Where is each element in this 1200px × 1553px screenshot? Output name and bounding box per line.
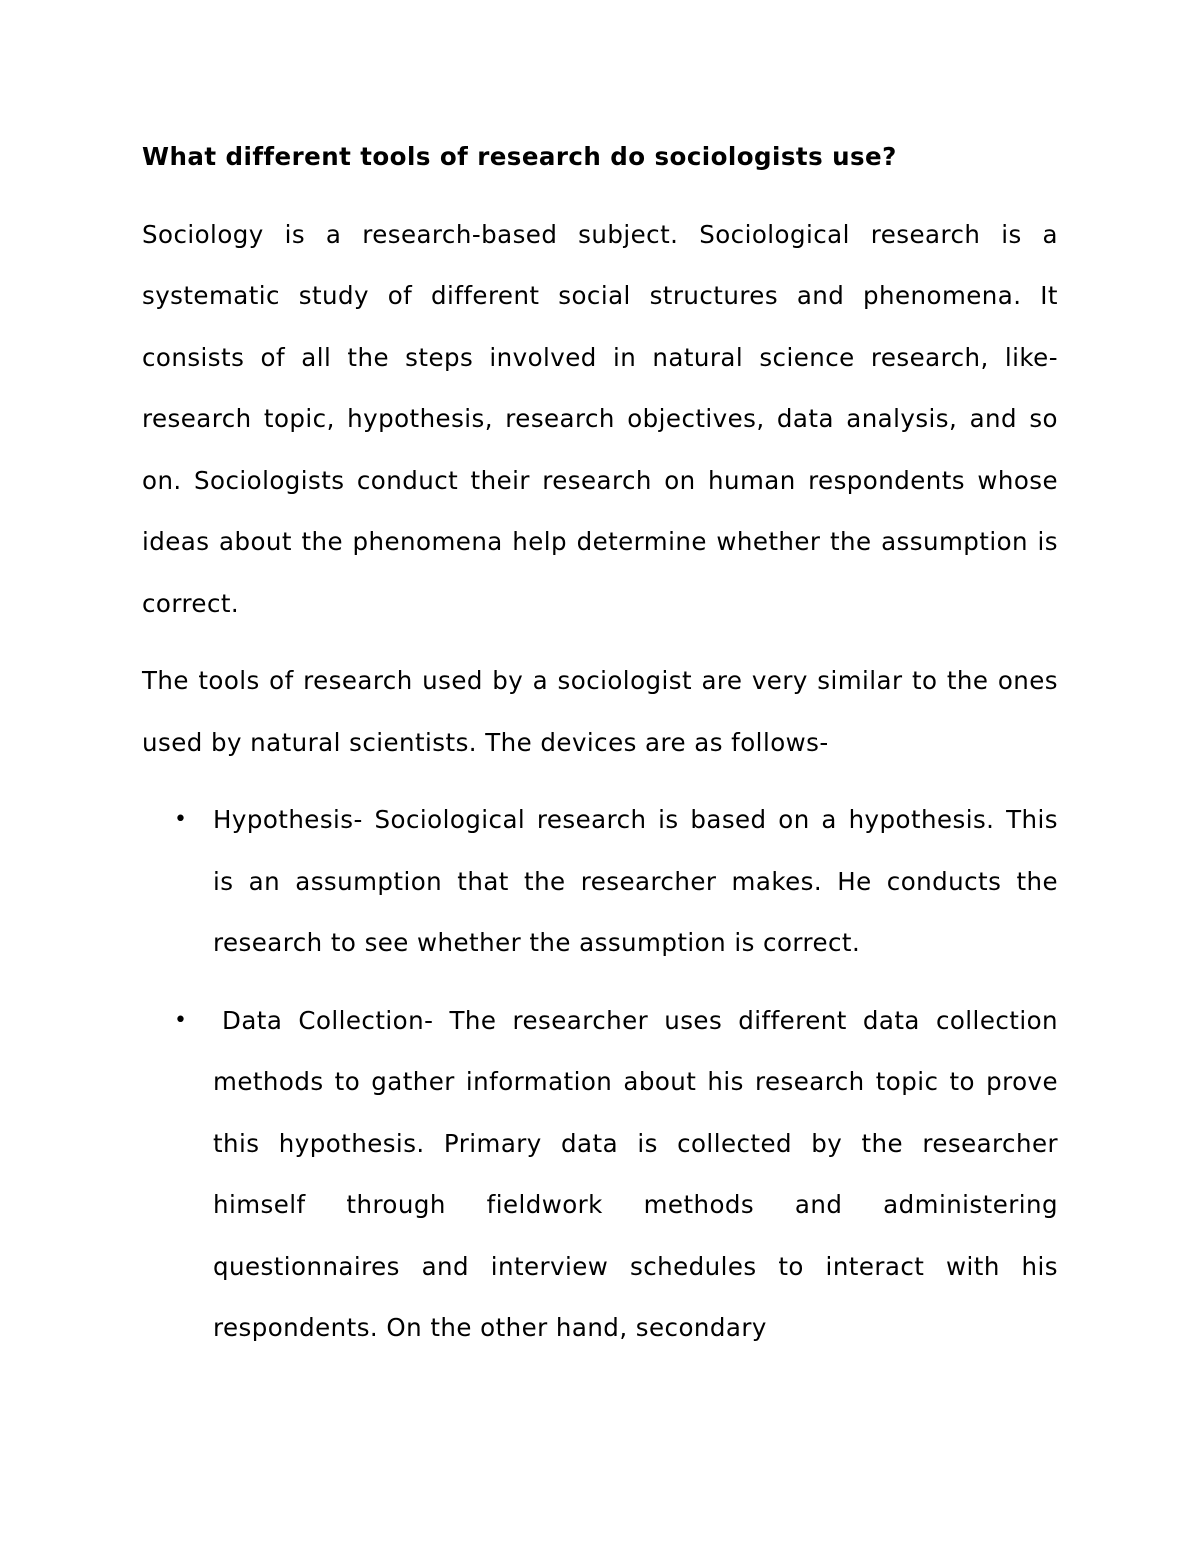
bullet-icon: • <box>174 807 187 832</box>
document-title: What different tools of research do sociologists use? <box>142 142 897 171</box>
intro-paragraph: Sociology is a research-based subject. Sociological research is a systematic study of different social structures and phenomena. It consists of all the steps involved in natural science research, like- research topic, hypothesis, research objectives, data analysis, and so on. Sociologists conduct their research on human respondents whose ideas about the phenomena help determine whether the assumption is correct. <box>142 219 1058 618</box>
list-item-hypothesis <box>142 789 1058 974</box>
list-item-data-collection <box>142 990 1058 1359</box>
document-page <box>142 126 1058 1375</box>
list-item-text-wrapper <box>213 990 1058 1359</box>
tools-paragraph: The tools of research used by a sociologist are very similar to the ones used by natural scientists. The devices are as follows- <box>142 666 1058 757</box>
list-item-text: Data Collection- The researcher uses different data collection methods to gather information about his research topic to prove this hypothesis. Primary data is collected by the researcher himself through fieldwork methods and administering questionnaires and interview schedules to interact with his respondents. On the other hand, secondary <box>213 1005 1058 1342</box>
tools-list <box>142 789 1058 1359</box>
list-item-text: Hypothesis- Sociological research is based on a hypothesis. This is an assumption that the researcher makes. He conducts the research to see whether the assumption is correct. <box>213 805 1058 957</box>
bullet-icon: • <box>174 1007 187 1033</box>
